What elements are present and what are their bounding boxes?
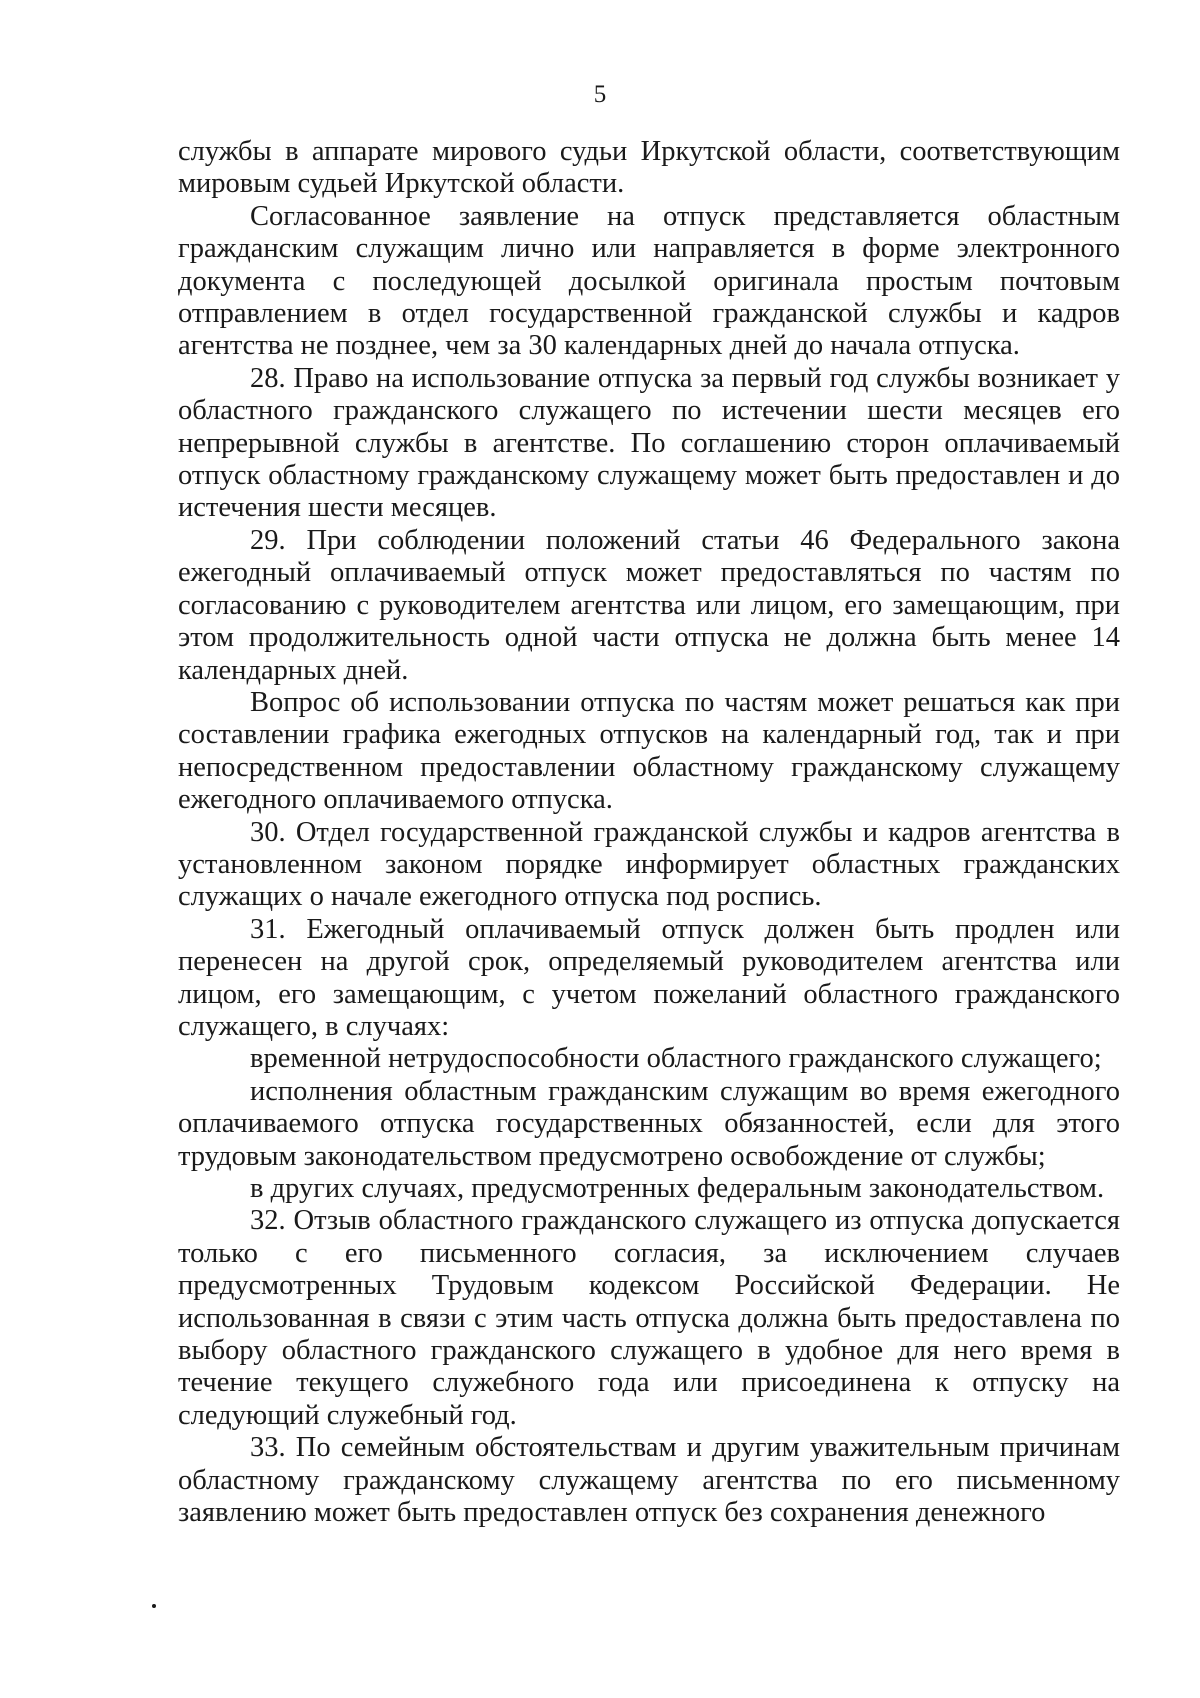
paragraph-clause-29: 29. При соблюдении положений статьи 46 Федерального закона ежегодный оплачиваемый отпуск может предоставляться по частям по согласованию с руководителем агентства или лицом, его замещающим, при этом продолжительность одной части отпуска не должна быть менее 14 календарных дней. (178, 524, 1120, 686)
paragraph-clause-31: 31. Ежегодный оплачиваемый отпуск должен быть продлен или перенесен на другой срок, определяемый руководителем агентства или лицом, его замещающим, с учетом пожеланий областного гражданского служащего, в случаях: (178, 913, 1120, 1042)
paragraph-clause-30: 30. Отдел государственной гражданской службы и кадров агентства в установленном законом порядке информирует областных гражданских служащих о начале ежегодного отпуска под роспись. (178, 816, 1120, 913)
document-body (178, 136, 1120, 1529)
paragraph-clause-33: 33. По семейным обстоятельствам и другим уважительным причинам областному гражданскому служащему агентства по его письменному заявлению может быть предоставлен отпуск без сохранения денежного (178, 1432, 1120, 1529)
list-item-incapacity: временной нетрудоспособности областного гражданского служащего; (250, 1043, 1102, 1075)
list-item-state-duties: исполнения областным гражданским служащим во время ежегодного оплачиваемого отпуска государственных обязанностей, если для этого трудовым законодательством предусмотрено освобождение от службы; (178, 1075, 1120, 1172)
paragraph-clause-28: 28. Право на использование отпуска за первый год службы возникает у областного гражданского служащего по истечении шести месяцев его непрерывной службы в агентстве. По соглашению сторон оплачиваемый отпуск областному гражданскому служащему может быть предоставлен и до истечения шести месяцев. (178, 362, 1120, 524)
paragraph-vacation-application: Согласованное заявление на отпуск представляется областным гражданским служащим лично или направляется в форме электронного документа с последующей досылкой оригинала простым почтовым отправлением в отдел государственной гражданской службы и кадров агентства не позднее, чем за 30 календарных дней до начала отпуска. (178, 200, 1120, 362)
paragraph-split-vacation: Вопрос об использовании отпуска по частям может решаться как при составлении графика ежегодных отпусков на календарный год, так и при непосредственном предоставлении областному гражданскому служащему ежегодного оплачиваемого отпуска. (178, 686, 1120, 816)
paragraph-continuation: службы в аппарате мирового судьи Иркутской области, соответствующим мировым судьей Иркутской области. (178, 136, 1120, 200)
paragraph-clause-32: 32. Отзыв областного гражданского служащего из отпуска допускается только с его письменного согласия, за исключением случаев предусмотренных Трудовым кодексом Российской Федерации. Не использованная в связи с этим часть отпуска должна быть предоставлена по выбору областного гражданского служащего в удобное для него время в течение текущего служебного года или присоединена к отпуску на следующий служебный год. (178, 1205, 1120, 1431)
list-item-other-cases: в других случаях, предусмотренных федеральным законодательством. (250, 1173, 1105, 1204)
page-number: 5 (593, 81, 607, 108)
scan-dot-mark (152, 1604, 156, 1608)
